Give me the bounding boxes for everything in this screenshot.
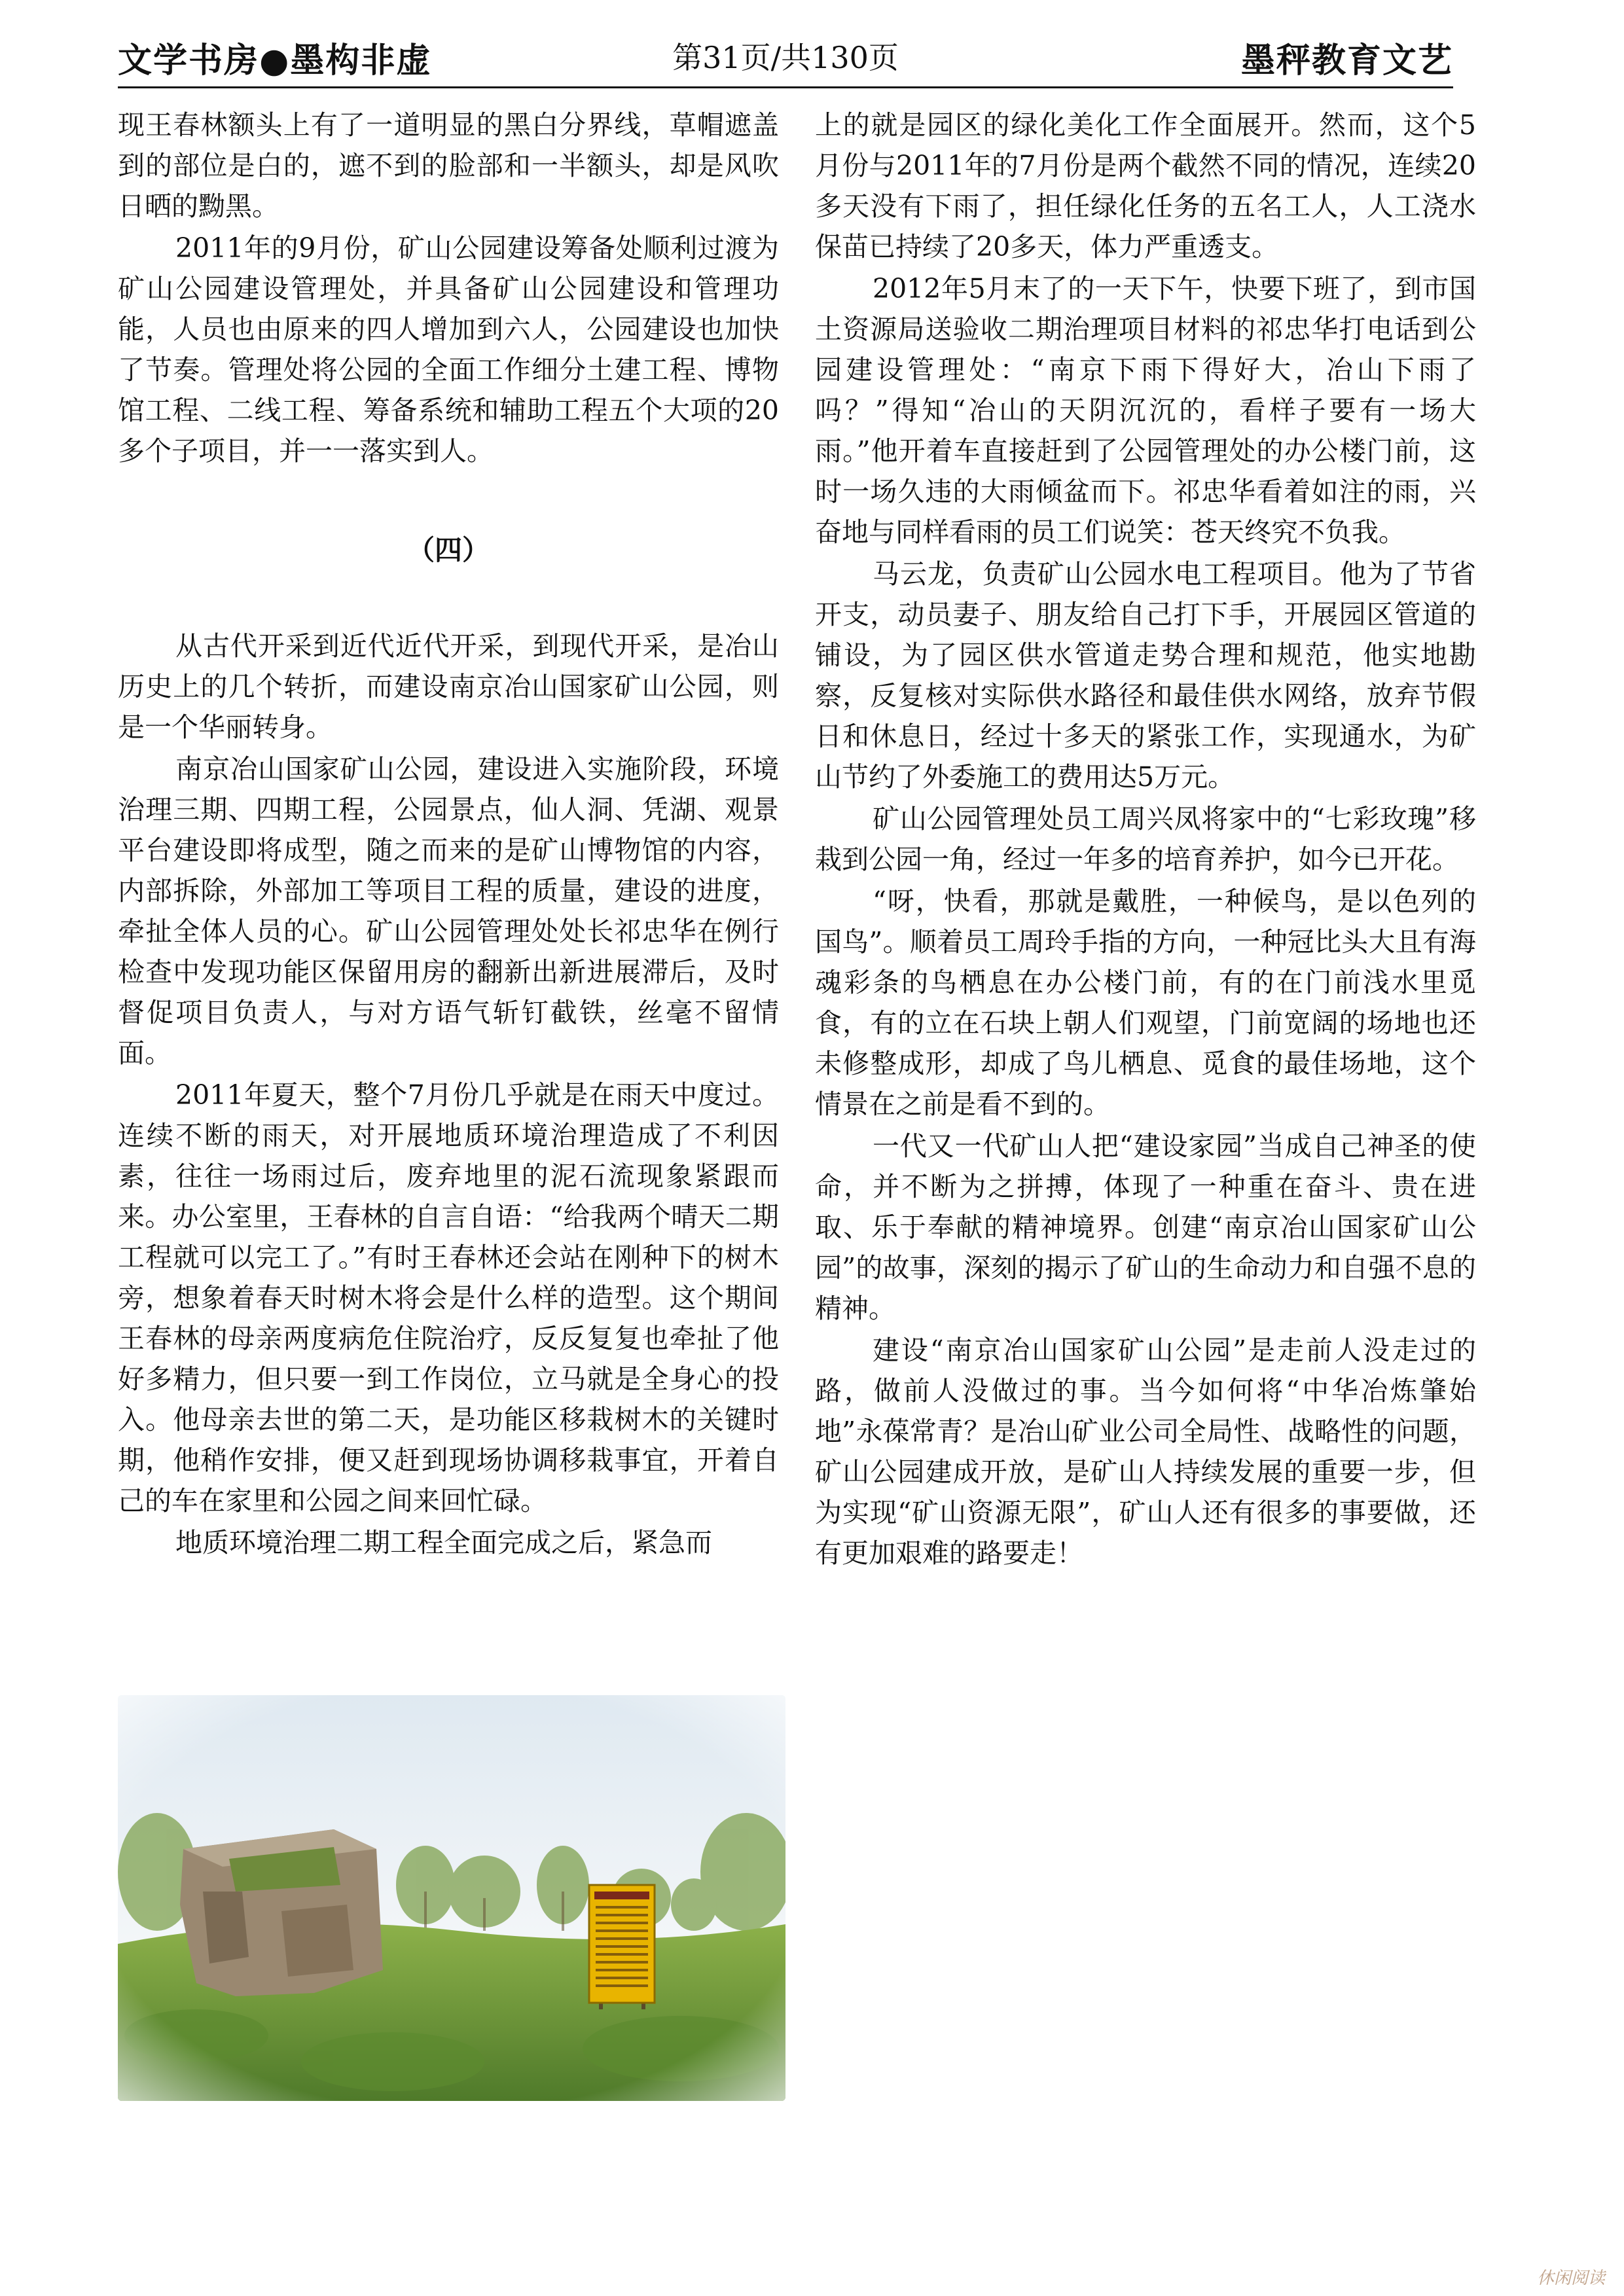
paragraph: 从古代开采到近代近代开采，到现代开采，是冶山历史上的几个转折，而建设南京冶山国家矿山公园，则是一个华丽转身。 (118, 630, 779, 743)
header-divider (118, 86, 1453, 88)
paragraph: 一代又一代矿山人把“建设家园”当成自己神圣的使命，并不断为之拼搏，体现了一种重在奋斗、贵在进取、乐于奉献的精神境界。创建“南京冶山国家矿山公园”的故事，深刻的揭示了矿山的生命动力和自强不息的精神。 (815, 1130, 1476, 1324)
paragraph: 现王春林额头上有了一道明显的黑白分界线，草帽遮盖到的部位是白的，遮不到的脸部和一半额头，却是风吹日晒的黝黑。 (118, 109, 779, 222)
paragraph: 地质环境治理二期工程全面完成之后，紧急而 (175, 1527, 712, 1558)
paragraph: 南京冶山国家矿山公园，建设进入实施阶段，环境治理三期、四期工程，公园景点，仙人洞、凭湖、观景平台建设即将成型，随之而来的是矿山博物馆的内容，内部拆除，外部加工等项目工程的质量，建设的进度，牵扯全体人员的心。矿山公园管理处处长祁忠华在例行检查中发现功能区保留用房的翻新出新进展滞后，及时督促项目负责人，与对方语气斩钉截铁，丝毫不留情面。 (118, 753, 779, 1069)
paragraph: 2011年夏天，整个7月份几乎就是在雨天中度过。连续不断的雨天，对开展地质环境治理造成了不利因素，往往一场雨过后，废弃地里的泥石流现象紧跟而来。办公室里，王春林的自言自语：“给我两个晴天二期工程就可以完工了。”有时王春林还会站在刚种下的树木旁，想象着春天时树木将会是什么样的造型。这个期间王春林的母亲两度病危住院治疗，反反复复也牵扯了他好多精力，但只要一到工作岗位，立马就是全身心的投入。他母亲去世的第二天，是功能区移栽树木的关键时期，他稍作安排，便又赶到现场协调移栽事宜，开着自己的车在家里和公园之间来回忙碌。 (118, 1079, 779, 1516)
park-photo (118, 1695, 785, 2101)
watermark-logo: 休闲阅读 (1537, 2269, 1606, 2288)
section-heading: （四） (406, 534, 490, 566)
paragraph: 马云龙，负责矿山公园水电工程项目。他为了节省开支，动员妻子、朋友给自己打下手，开展园区管道的铺设，为了园区供水管道走势合理和规范，他实地勘察，反复核对实际供水路径和最佳供水网络，放弃节假日和休息日，经过十多天的紧张工作，实现通水，为矿山节约了外委施工的费用达5万元。 (815, 558, 1476, 793)
paragraph: 建设“南京冶山国家矿山公园”是走前人没走过的路，做前人没做过的事。当今如何将“中华冶炼肇始地”永葆常青？是冶山矿业公司全局性、战略性的问题，矿山公园建成开放，是矿山人持续发展的重要一步，但为实现“矿山资源无限”，矿山人还有很多的事要做，还有更加艰难的路要走！ (815, 1335, 1476, 1569)
paragraph: 矿山公园管理处员工周兴凤将家中的“七彩玫瑰”移栽到公园一角，经过一年多的培育养护，如今已开花。 (815, 803, 1476, 875)
paragraph: 2012年5月末了的一天下午，快要下班了，到市国土资源局送验收二期治理项目材料的祁忠华打电话到公园建设管理处：“南京下雨下得好大，冶山下雨了吗？”得知“冶山的天阴沉沉的，看样子要有一场大雨。”他开着车直接赶到了公园管理处的办公楼门前，这时一场久违的大雨倾盆而下。祁忠华看着如注的雨，兴奋地与同样看雨的员工们说笑：苍天终究不负我。 (815, 273, 1476, 548)
header-section-title: 文学书房●墨构非虚 (118, 41, 432, 81)
park-photo-illustration (118, 1695, 785, 2101)
header-publication-name: 墨秤教育文艺 (1240, 41, 1453, 81)
paragraph: 上的就是园区的绿化美化工作全面展开。然而，这个5月份与2011年的7月份是两个截然不同的情况，连续20多天没有下雨了，担任绿化任务的五名工人，人工浇水保苗已持续了20多天，体力严重透支。 (815, 109, 1476, 262)
left-column (118, 105, 779, 1563)
right-column (815, 105, 1476, 1573)
paragraph: “呀，快看，那就是戴胜，一种候鸟，是以色列的国鸟”。顺着员工周玲手指的方向，一种冠比头大且有海魂彩条的鸟栖息在办公楼门前，有的在门前浅水里觅食，有的立在石块上朝人们观望，门前宽阔的场地也还未修整成形，却成了鸟儿栖息、觅食的最佳场地，这个情景在之前是看不到的。 (815, 886, 1476, 1120)
page-number: 第31页/共130页 (672, 40, 899, 75)
paragraph: 2011年的9月份，矿山公园建设筹备处顺利过渡为矿山公园建设管理处，并具备矿山公园建设和管理功能，人员也由原来的四人增加到六人，公园建设也加快了节奏。管理处将公园的全面工作细分土建工程、博物馆工程、二线工程、筹备系统和辅助工程五个大项的20多个子项目，并一一落实到人。 (118, 232, 779, 467)
